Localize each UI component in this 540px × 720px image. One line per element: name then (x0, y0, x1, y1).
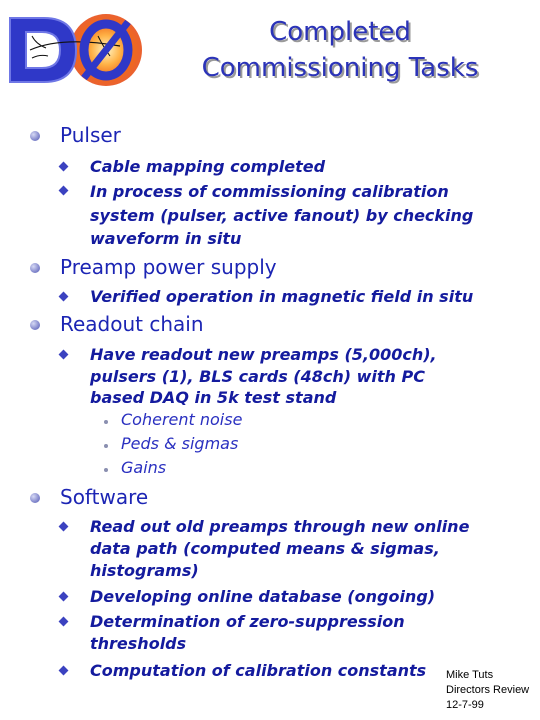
section-heading-readout: Readout chain (60, 312, 204, 336)
title-line-1: Completed (269, 17, 411, 47)
footer-date: 12-7-99 (446, 699, 484, 711)
readout-subitem-3: Gains (121, 458, 167, 477)
software-item-1-line-3: histograms) (90, 561, 199, 580)
title-line-2: Commissioning Tasks (201, 53, 479, 83)
readout-subitem-2: Peds & sigmas (121, 434, 239, 453)
bullet-icon (30, 263, 40, 273)
preamp-item-1: Verified operation in magnetic field in situ (90, 287, 474, 306)
dot-bullet-icon (104, 420, 108, 424)
diamond-bullet-icon (59, 162, 69, 172)
footer-event: Directors Review (446, 684, 530, 696)
software-item-1-line-1: Read out old preamps through new online (90, 517, 470, 536)
diamond-bullet-icon (59, 592, 69, 602)
diamond-bullet-icon (59, 186, 69, 196)
diamond-bullet-icon (59, 350, 69, 360)
pulser-item-2-line-1: In process of commissioning calibration (90, 182, 449, 201)
pulser-item-2-line-3: waveform in situ (90, 229, 242, 248)
software-item-3-line-1: Determination of zero-suppression (90, 612, 405, 631)
bullet-icon (30, 320, 40, 330)
section-heading-pulser: Pulser (60, 123, 121, 147)
footer-name: Mike Tuts (446, 669, 494, 681)
section-heading-software: Software (60, 485, 149, 509)
software-item-3-line-2: thresholds (90, 634, 187, 653)
bullet-icon (30, 131, 40, 141)
bullet-icon (30, 493, 40, 503)
software-item-2: Developing online database (ongoing) (90, 587, 436, 606)
diamond-bullet-icon (59, 666, 69, 676)
readout-subitem-1: Coherent noise (121, 410, 243, 429)
pulser-item-1: Cable mapping completed (90, 157, 326, 176)
software-item-1-line-2: data path (computed means & sigmas, (90, 539, 440, 558)
readout-item-1-line-3: based DAQ in 5k test stand (90, 388, 337, 407)
diamond-bullet-icon (59, 292, 69, 302)
readout-item-1-line-1: Have readout new preamps (5,000ch), (90, 345, 437, 364)
dot-bullet-icon (104, 468, 108, 472)
readout-item-1-line-2: pulsers (1), BLS cards (48ch) with PC (90, 367, 425, 386)
diamond-bullet-icon (59, 617, 69, 627)
software-item-4: Computation of calibration constants (90, 661, 427, 680)
section-heading-preamp: Preamp power supply (60, 255, 277, 279)
footer-credit (446, 668, 540, 713)
dot-bullet-icon (104, 444, 108, 448)
pulser-item-2-line-2: system (pulser, active fanout) by checking (90, 206, 474, 225)
diamond-bullet-icon (59, 522, 69, 532)
